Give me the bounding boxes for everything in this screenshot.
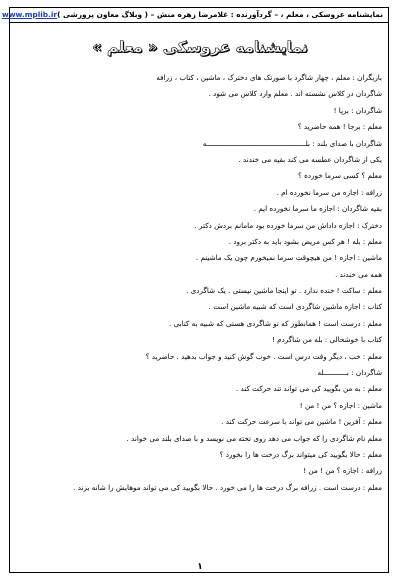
text-line: معلم : ساکت ! خنده ندارد . تو اینجا ماشین نیستی . یک شاگردی . [186,286,382,296]
text-line: همه می خندند . [335,269,382,279]
text-line: کتاب : اجازه ماشین شاگردی است که شبیه ماشین است . [208,302,382,312]
header-title: نمایشنامه عروسکی ، معلم ، – گردآورنده : غلامرضا زهره منش – ( وبلاگ معاون پرورشی ) [57,10,383,19]
text-line: معلم ؟ کسی سرما خورده ؟ [298,171,382,181]
text-line: ماشین : اجازه ؟ من ! من ! [299,400,382,410]
text-line: شاگردان : برپا ! [333,105,382,115]
text-line: معلم : به من بگویید کی می تواند تند حرکت کند . [235,384,382,394]
page-number: ۱ [197,562,203,572]
text-line: زرافه : اجازه ؟ من ! من ! [303,466,382,476]
text-line: بازیگران : معلم ، چهار شاگرد با صورتک های دخترک ، ماشین ، کتاب ، زرافه [156,73,382,82]
text-line: کتاب با خوشحالی : بله من شاگردم ! [271,335,382,345]
text-line: معلم : آفرین ! ماشین می تواند با سرعت حرکت کند . [221,417,382,427]
text-line: معلم : برجا ! همه حاضرید ؟ [297,122,382,132]
text-line: دخترک : اجازه داداش من سرما خورده بود مامانم بردش دکتر . [194,220,382,230]
text-line: معلم : خب ، دیگر وقت درس است . خوب گوش کنید و جواب بدهید . حاضرید ؟ [145,351,382,361]
text-line: یکی از شاگردان عطسه می کند بقیه می خندند . [238,154,382,164]
text-line: ماشین : اجازه ! من هیچوقت سرما نمیخورم چون یک ماشینم . [195,253,382,263]
text-line: معلم : درست است ! همانطور که تو شاگردی هستی که شبیه به کتابی . [169,318,382,328]
text-line: معلم : درست است . زرافه برگ درخت ها را می خورد . حالا بگویید کی می تواند موهایش را شانه بزند . [73,482,382,492]
text-line: شاگردان : بـــــــــــله [317,368,382,378]
document-title-text: نمایشنامه عروسکی « معلم » [92,38,308,56]
document-title [0,38,400,56]
document-body [18,70,382,496]
site-link[interactable]: www.mplib.ir [1,10,58,19]
text-line: معلم نام شاگردی را که جواب می دهد روی تخته می نویسد و با صدای بلند می خواند . [126,433,382,443]
page-header [1,7,389,23]
text-line: شاگردان در کلاس نشسته اند . معلم وارد کلاس می شود . [208,89,382,99]
text-line: زرافه : اجازه من سرما نخورده ام . [276,187,382,197]
text-line: معلم : حالا بگویید کی میتواند برگ درخت ها را بخورد ؟ [219,449,382,459]
text-line: معلم : بله ! هر کس مریض بشود باید به دکتر برود . [228,236,382,246]
text-line: شاگردان با صدای بلند : بلـــــــــــــــــــــــــــــــــــــــــــــــه [202,138,382,148]
text-line: بقیه شاگردان : اجازه ما سرما نخورده ایم . [253,204,382,214]
